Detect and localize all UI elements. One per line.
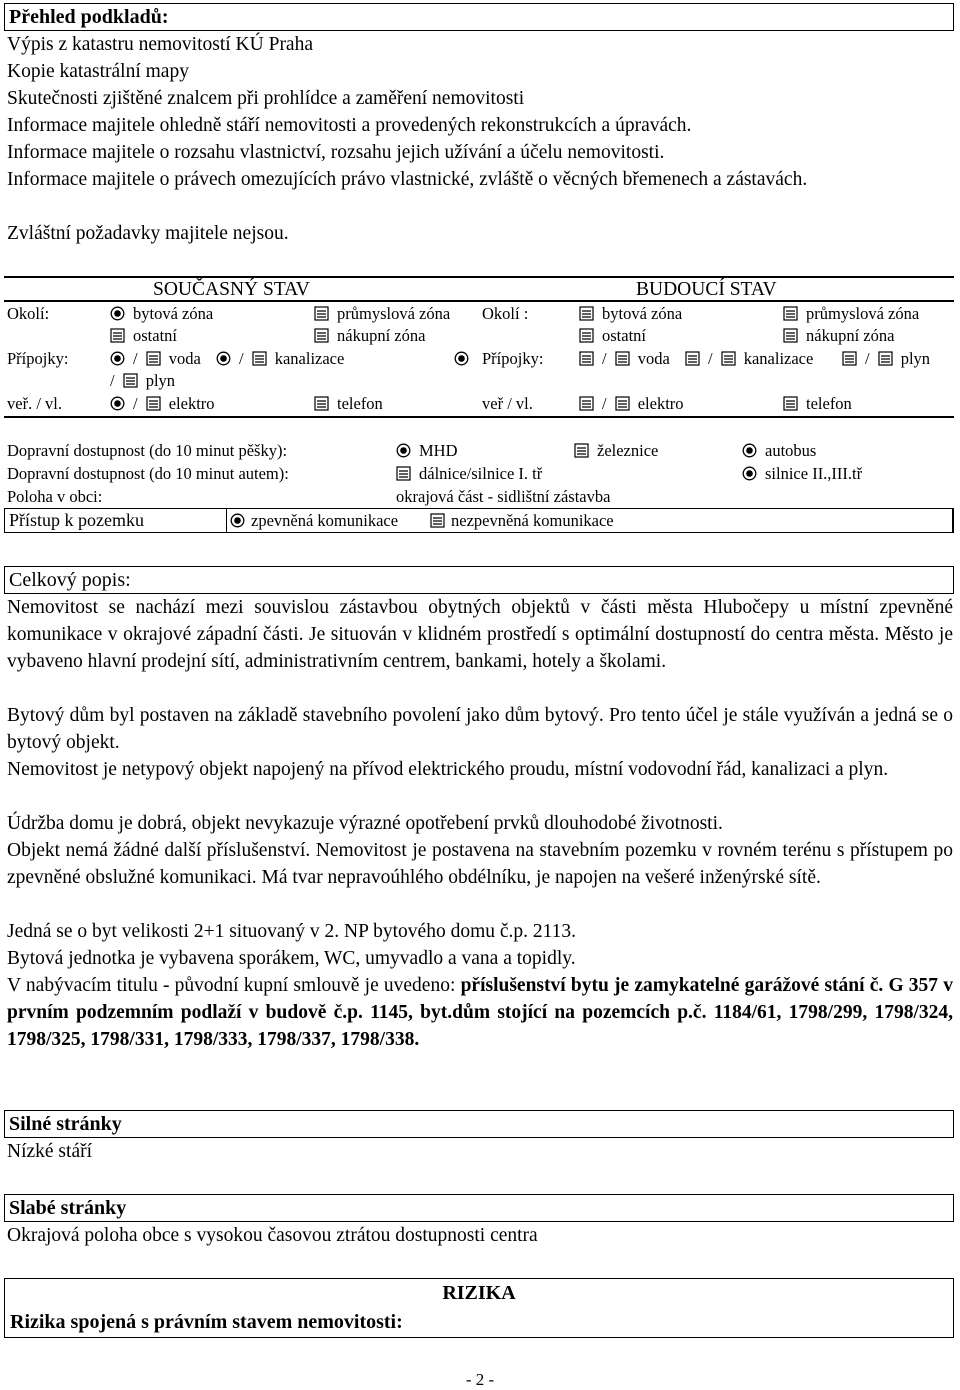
checkbox-icon [615, 396, 630, 411]
future-electricity [579, 393, 684, 415]
current-gas-radio [454, 348, 477, 370]
option-label: voda [637, 349, 670, 368]
checkbox-icon [783, 396, 798, 411]
current-okoli-label: Okolí: [7, 304, 50, 323]
slash-separator: / [602, 394, 607, 413]
future-ver-label: veř / vl. [482, 394, 533, 413]
future-water [579, 348, 670, 370]
walk-bus [742, 440, 816, 462]
current-okoli-industrial [314, 303, 450, 325]
plot-unpaved [430, 510, 614, 532]
future-okoli-label: Okolí : [482, 304, 529, 323]
radio-checked-icon [742, 442, 757, 457]
checkbox-icon [783, 328, 798, 343]
checkbox-icon [615, 351, 630, 366]
current-state-header: SOUČASNÝ STAV [153, 279, 310, 300]
overview-line: Informace majitele o rozsahu vlastnictví, rozsahu jejich užívání a účelu nemovitosti. [7, 142, 665, 163]
slash-separator: / [133, 349, 138, 368]
page-number: - 2 - [465, 1370, 495, 1389]
table-header-rule [4, 300, 954, 302]
option-label: silnice II.,III.tř [765, 464, 863, 483]
option-label: dálnice/silnice I. tř [419, 464, 543, 483]
plot-paved [230, 510, 398, 532]
option-label: nákupní zóna [806, 326, 895, 345]
description-heading: Celkový popis: [4, 566, 954, 594]
slash-separator: / [865, 349, 870, 368]
current-gas [110, 370, 175, 392]
checkbox-icon [123, 373, 138, 388]
future-state-header: BUDOUCÍ STAV [636, 279, 777, 300]
checkbox-icon [579, 306, 594, 321]
walk-access-label: Dopravní dostupnost (do 10 minut pěšky): [7, 441, 288, 460]
current-water [110, 348, 201, 370]
car-road [742, 463, 862, 485]
table-bottom-rule [4, 416, 954, 418]
checkbox-icon [430, 513, 445, 528]
future-okoli-industrial [783, 303, 919, 325]
current-sewer [216, 348, 344, 370]
title-plain-text: V nabývacím titulu - původní kupní smlouvě je uvedeno: [7, 975, 461, 996]
radio-checked-icon [396, 442, 411, 457]
radio-checked-icon [742, 465, 757, 480]
option-label: kanalizace [274, 349, 345, 368]
option-label: ostatní [133, 326, 177, 345]
description-paragraph: Nemovitost je netypový objekt napojený na přívod elektrického proudu, místní vodovodní řád, kanalizaci a plyn. [7, 759, 889, 780]
option-label: MHD [419, 441, 458, 460]
option-label: průmyslová zóna [806, 304, 920, 323]
description-paragraph: Bytová jednotka je vybavena sporákem, WC, umyvadlo a vana a topidly. [7, 948, 576, 969]
current-okoli-residential [110, 303, 213, 325]
checkbox-icon [721, 351, 736, 366]
option-label: telefon [337, 394, 383, 413]
checkbox-icon [396, 466, 411, 481]
risks-box [4, 1278, 954, 1338]
slash-separator: / [708, 349, 713, 368]
option-label: autobus [765, 441, 817, 460]
position-label: Poloha v obci: [7, 487, 103, 506]
checkbox-icon [579, 328, 594, 343]
future-okoli-shopping [783, 325, 894, 347]
current-ver-label: veř. / vl. [7, 394, 62, 413]
option-label: voda [168, 349, 201, 368]
walk-mhd [396, 440, 458, 462]
option-label: zpevněná komunikace [251, 511, 399, 530]
checkbox-icon [314, 328, 329, 343]
overview-line: Informace majitele o právech omezujících právo vlastnické, zvláště o věcných břemenech a zástavách. [7, 169, 808, 190]
option-label: kanalizace [743, 349, 814, 368]
future-sewer [685, 348, 813, 370]
checkbox-icon [146, 351, 161, 366]
slash-separator: / [133, 394, 138, 413]
overview-line: Informace majitele ohledně stáří nemovitosti a provedených rekonstrukcích a úpravách. [7, 115, 692, 136]
slash-separator: / [239, 349, 244, 368]
overview-line: Skutečnosti zjištěné znalcem při prohlídce a zaměření nemovitosti [7, 88, 525, 109]
checkbox-icon [842, 351, 857, 366]
option-label: plyn [900, 349, 931, 368]
description-paragraph: Jedná se o byt velikosti 2+1 situovaný v 2. NP bytového domu č.p. 2113. [7, 921, 577, 942]
table-top-rule [4, 276, 954, 278]
option-label: elektro [168, 394, 215, 413]
car-highway [396, 463, 542, 485]
risks-subheading: Rizika spojená s právním stavem nemovitosti: [10, 1311, 403, 1333]
weaknesses-text: Okrajová poloha obce s vysokou časovou ztrátou dostupnosti centra [7, 1225, 538, 1246]
current-okoli-other [110, 325, 177, 347]
checkbox-icon [146, 396, 161, 411]
option-label: bytová zóna [602, 304, 683, 323]
description-paragraph: Údržba domu je dobrá, objekt nevykazuje výrazné opotřebení prvků dlouhodobé životnosti. [7, 813, 723, 834]
checkbox-icon [685, 351, 700, 366]
checkbox-icon [878, 351, 893, 366]
risks-heading: RIZIKA [442, 1282, 516, 1304]
car-access-label: Dopravní dostupnost (do 10 minut autem): [7, 464, 289, 483]
checkbox-icon [783, 306, 798, 321]
description-paragraph: Nemovitost se nachází mezi souvislou zástavbou obytných objektů v části města Hlubočepy u místní zpevněné komunikace v okrajové západní části. Je situován v klidném prostředí s optimální dostupností do centra města. Město je vybaveno hlavní prodejní sítí, administrativním centrem, bankami, hotely a školami. [7, 597, 953, 672]
current-electricity [110, 393, 215, 415]
strengths-text: Nízké stáří [7, 1141, 93, 1162]
current-pripojky-label: Přípojky: [7, 349, 69, 368]
radio-checked-icon [110, 305, 125, 320]
overview-heading: Přehled podkladů: [4, 3, 954, 31]
future-gas [842, 348, 930, 370]
future-phone [783, 393, 852, 415]
overview-line: Výpis z katastru nemovitostí KÚ Praha [7, 34, 313, 55]
slash-separator: / [602, 349, 607, 368]
option-label: bytová zóna [133, 304, 214, 323]
title-bold-text: příslušenství bytu je zamykatelné garážové stání č. G 357 v prvním podzemním podlaží v budově č.p. 1145, byt.dům stojící na pozemcích p.č. 1184/61, 1798/299, 1798/324, 1798/325, 1798/331, 1798/333, 1798/337, 1798/338. [7, 975, 953, 1050]
position-value: okrajová část - sidlištní zástavba [396, 487, 611, 506]
option-label: elektro [637, 394, 684, 413]
checkbox-icon [314, 306, 329, 321]
walk-rail [574, 440, 658, 462]
current-okoli-shopping [314, 325, 425, 347]
slash-separator: / [110, 371, 115, 390]
checkbox-icon [252, 351, 267, 366]
radio-checked-icon [110, 350, 125, 365]
option-label: telefon [806, 394, 852, 413]
checkbox-icon [579, 396, 594, 411]
radio-checked-icon [230, 512, 245, 527]
checkbox-icon [110, 328, 125, 343]
weaknesses-heading: Slabé stránky [4, 1194, 954, 1222]
checkbox-icon [579, 351, 594, 366]
option-label: nákupní zóna [337, 326, 426, 345]
future-okoli-other [579, 325, 646, 347]
option-label: železnice [597, 441, 659, 460]
option-label: ostatní [602, 326, 646, 345]
radio-checked-icon [454, 350, 469, 365]
future-okoli-residential [579, 303, 682, 325]
checkbox-icon [314, 396, 329, 411]
plot-access-label: Přístup k pozemku [4, 508, 954, 533]
description-paragraph-title [7, 972, 953, 1053]
strengths-heading: Silné stránky [4, 1110, 954, 1138]
future-pripojky-label: Přípojky: [482, 349, 544, 368]
radio-checked-icon [216, 350, 231, 365]
description-paragraph: Bytový dům byl postaven na základě stavebního povolení jako dům bytový. Pro tento účel je stále využíván a jedná se o bytový objekt. [7, 705, 953, 753]
option-label: plyn [145, 371, 176, 390]
description-paragraph: Objekt nemá žádné další příslušenství. Nemovitost je postavena na stavebním pozemku v rovném terénu s přístupem po zpevněné obslužné komunikaci. Má tvar nepravoúhlého obdélníku, je napojen na vešeré inženýrské sítě. [7, 840, 953, 888]
radio-checked-icon [110, 395, 125, 410]
overview-line: Zvláštní požadavky majitele nejsou. [7, 223, 289, 244]
overview-line: Kopie katastrální mapy [7, 61, 189, 82]
checkbox-icon [574, 443, 589, 458]
option-label: průmyslová zóna [337, 304, 451, 323]
option-label: nezpevněná komunikace [451, 511, 614, 530]
current-phone [314, 393, 383, 415]
